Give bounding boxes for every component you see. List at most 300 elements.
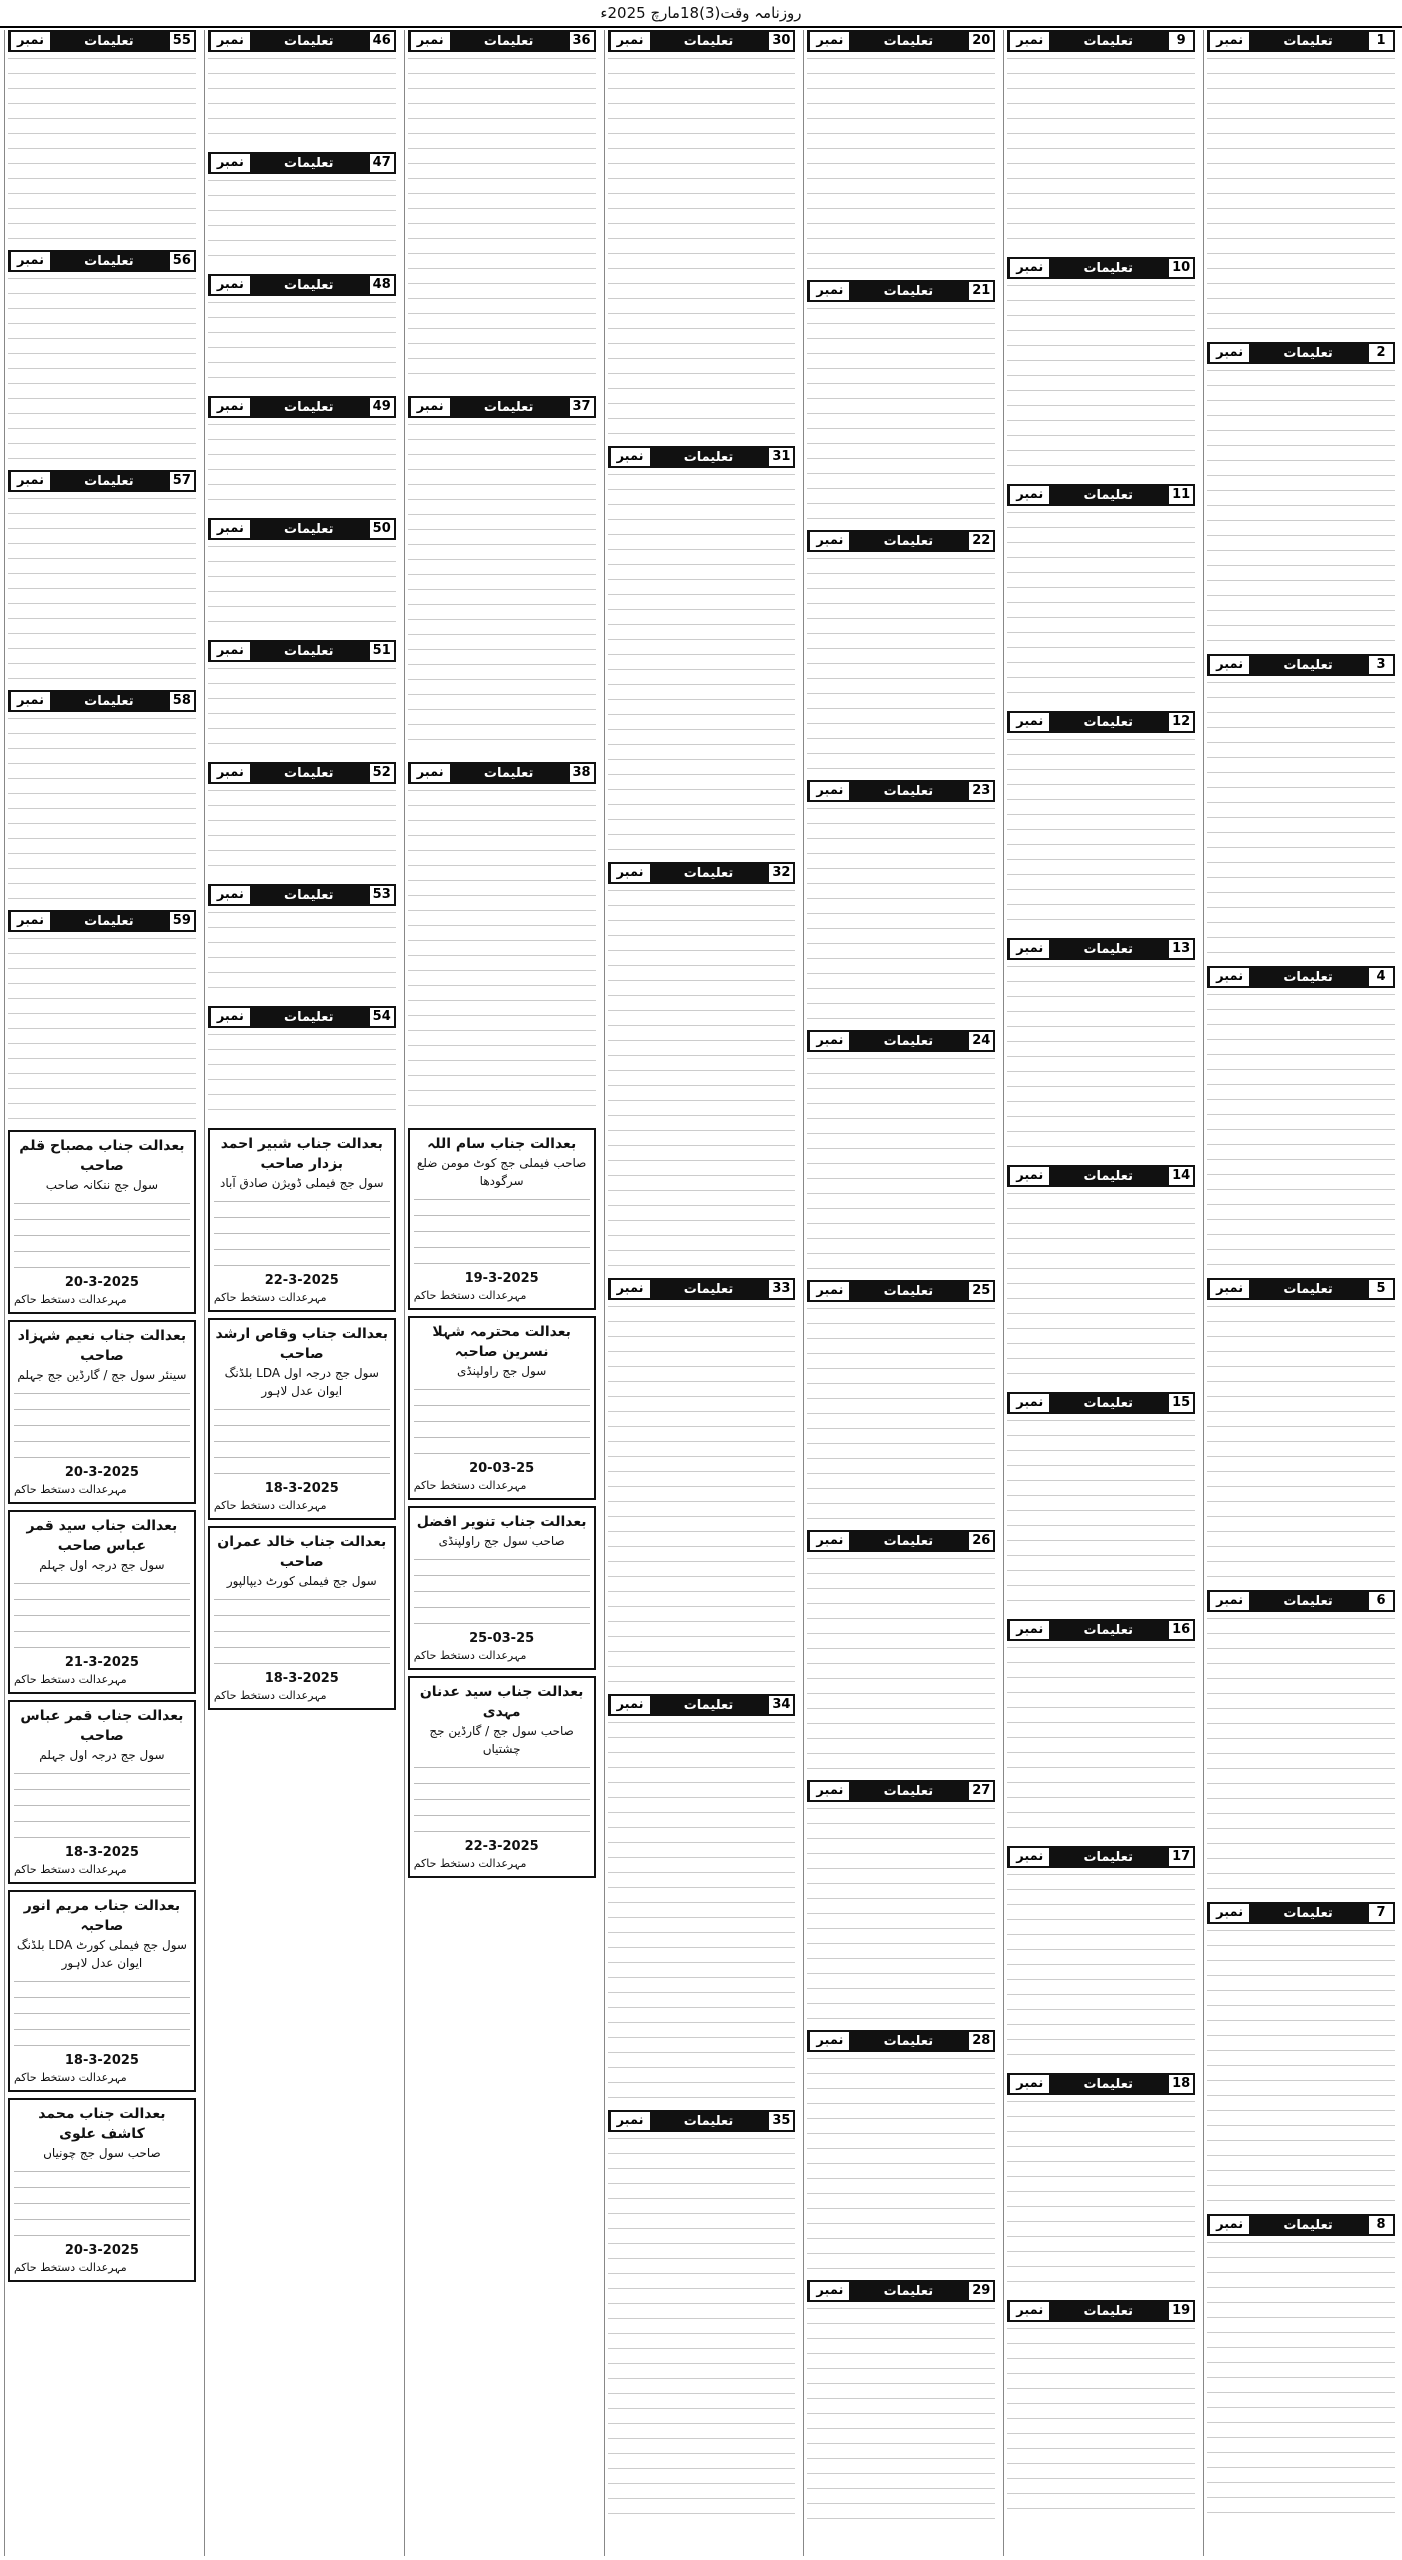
- classified-item: [1207, 1590, 1395, 1894]
- classified-item: [208, 762, 396, 876]
- item-word: نمبر: [211, 154, 250, 172]
- item-body: [807, 1552, 995, 1772]
- item-number: 22: [967, 530, 995, 552]
- item-label: تعلیمات: [1283, 1593, 1333, 1609]
- item-label: تعلیمات: [1083, 941, 1133, 957]
- column: [204, 30, 399, 2556]
- item-label: تعلیمات: [683, 1281, 734, 1297]
- item-label: تعلیمات: [1283, 657, 1333, 673]
- item-header: [807, 2280, 995, 2302]
- notice-signature: مہرعدالت دستخط حاکم: [13, 2071, 127, 2084]
- item-label: تعلیمات: [883, 33, 934, 49]
- court-notice: [8, 1130, 196, 1314]
- item-body: [8, 52, 196, 242]
- court-notice: [208, 1318, 396, 1520]
- item-word: نمبر: [1210, 1904, 1249, 1922]
- item-number: 47: [368, 152, 396, 174]
- item-body: [408, 784, 596, 1120]
- item-number: 14: [1167, 1165, 1195, 1187]
- classified-item: [1207, 1278, 1395, 1582]
- item-word: نمبر: [1010, 32, 1049, 50]
- item-body: [208, 662, 396, 754]
- item-number: 10: [1167, 257, 1195, 279]
- item-number: 29: [967, 2280, 995, 2302]
- item-header: [408, 396, 596, 418]
- item-word: نمبر: [211, 764, 250, 782]
- item-label: تعلیمات: [1083, 1622, 1133, 1638]
- item-body: [208, 1028, 396, 1120]
- item-header: [208, 30, 396, 52]
- item-number: 13: [1167, 938, 1195, 960]
- classified-item: [208, 152, 396, 266]
- item-word: نمبر: [810, 1032, 849, 1050]
- item-header: [208, 884, 396, 906]
- classified-item: [608, 1694, 796, 2102]
- item-word: نمبر: [11, 692, 50, 710]
- item-number: 6: [1367, 1590, 1395, 1612]
- classified-item: [807, 2280, 995, 2522]
- court-notice: [8, 1510, 196, 1694]
- item-word: نمبر: [1210, 656, 1249, 674]
- item-number: 5: [1367, 1278, 1395, 1300]
- classified-item: [807, 1280, 995, 1522]
- column: [4, 30, 199, 2556]
- column: [1003, 30, 1198, 2556]
- item-word: نمبر: [810, 1782, 849, 1800]
- item-word: نمبر: [1010, 713, 1049, 731]
- notice-title: بعدالت محترمہ شہلا نسرین صاحبہ: [432, 1324, 571, 1360]
- item-number: 57: [168, 470, 196, 492]
- item-word: نمبر: [1010, 2075, 1049, 2093]
- column: [803, 30, 998, 2556]
- item-label: تعلیمات: [1083, 487, 1133, 503]
- item-number: 26: [967, 1530, 995, 1552]
- item-body: [208, 296, 396, 388]
- classified-item: [208, 640, 396, 754]
- court-notice: [408, 1316, 596, 1500]
- item-word: نمبر: [1010, 1394, 1049, 1412]
- court-notice: [8, 1320, 196, 1504]
- item-body: [1007, 1414, 1195, 1611]
- item-word: نمبر: [211, 886, 250, 904]
- classified-item: [608, 446, 796, 854]
- item-label: تعلیمات: [883, 1283, 934, 1299]
- item-body: [1207, 1300, 1395, 1582]
- item-label: تعلیمات: [284, 399, 334, 415]
- item-header: [1207, 2214, 1395, 2236]
- item-word: نمبر: [411, 764, 450, 782]
- item-body: [1007, 506, 1195, 703]
- classified-item: [1207, 1902, 1395, 2206]
- classified-item: [1207, 2214, 1395, 2518]
- notice-signature: مہرعدالت دستخط حاکم: [213, 1689, 327, 1702]
- notice-signature: مہرعدالت دستخط حاکم: [13, 1483, 127, 1496]
- item-header: [1007, 2300, 1195, 2322]
- notice-text: [14, 2162, 190, 2242]
- item-label: تعلیمات: [1283, 1281, 1333, 1297]
- notice-date: 19-3-2025: [464, 1271, 539, 1286]
- item-label: تعلیمات: [284, 887, 334, 903]
- notice-date: 22-3-2025: [264, 1273, 339, 1288]
- item-label: تعلیمات: [284, 643, 334, 659]
- classified-item: [1007, 2073, 1195, 2292]
- notice-court: سول جج فیملی کورٹ دیپالپور: [226, 1574, 377, 1588]
- classified-item: [1007, 30, 1195, 249]
- notice-signature: مہرعدالت دستخط حاکم: [13, 1673, 127, 1686]
- classified-item: [8, 470, 196, 682]
- notice-court: سول جج فیملی ڈویژن صادق آباد: [219, 1176, 384, 1190]
- notice-date: 18-3-2025: [264, 1481, 339, 1496]
- classified-item: [208, 30, 396, 144]
- item-word: نمبر: [211, 398, 250, 416]
- item-label: تعلیمات: [84, 913, 134, 929]
- notice-text: [214, 1590, 390, 1670]
- classified-item: [608, 1278, 796, 1686]
- classified-item: [8, 910, 196, 1122]
- notice-court: سول جج فیملی کورٹ LDA بلڈنگ ایوان عدل لاہور: [16, 1938, 187, 1970]
- notice-title: بعدالت جناب مریم انور صاحبہ: [23, 1898, 181, 1934]
- item-body: [8, 272, 196, 462]
- notice-date: 18-3-2025: [64, 1845, 139, 1860]
- item-word: نمبر: [810, 782, 849, 800]
- item-number: 49: [368, 396, 396, 418]
- court-notice: [208, 1526, 396, 1710]
- item-word: نمبر: [211, 32, 250, 50]
- item-label: تعلیمات: [883, 2283, 934, 2299]
- classified-item: [8, 250, 196, 462]
- notice-title: بعدالت جناب سید عدنان مہدی: [419, 1684, 584, 1720]
- item-label: تعلیمات: [883, 1533, 934, 1549]
- classified-item: [8, 30, 196, 242]
- item-number: 33: [767, 1278, 795, 1300]
- item-header: [1207, 654, 1395, 676]
- notice-text: [414, 1550, 590, 1630]
- item-header: [208, 1006, 396, 1028]
- item-number: 36: [568, 30, 596, 52]
- notice-title: بعدالت جناب خالد عمران صاحب: [217, 1534, 387, 1570]
- item-header: [807, 1280, 995, 1302]
- item-body: [208, 784, 396, 876]
- item-header: [1007, 1846, 1195, 1868]
- item-number: 28: [967, 2030, 995, 2052]
- notice-date: 20-03-25: [469, 1461, 535, 1476]
- item-body: [1207, 676, 1395, 958]
- item-number: 4: [1367, 966, 1395, 988]
- item-label: تعلیمات: [1083, 33, 1133, 49]
- item-body: [608, 1300, 796, 1686]
- item-header: [1207, 1902, 1395, 1924]
- item-label: تعلیمات: [683, 33, 734, 49]
- item-word: نمبر: [1210, 344, 1249, 362]
- item-header: [1007, 1392, 1195, 1414]
- item-word: نمبر: [1210, 32, 1249, 50]
- notice-text: [14, 1764, 190, 1844]
- item-word: نمبر: [810, 532, 849, 550]
- notice-text: [414, 1190, 590, 1270]
- court-notice: [408, 1676, 596, 1878]
- item-header: [1007, 30, 1195, 52]
- item-number: 3: [1367, 654, 1395, 676]
- item-number: 25: [967, 1280, 995, 1302]
- item-header: [1007, 938, 1195, 960]
- item-number: 48: [368, 274, 396, 296]
- item-number: 16: [1167, 1619, 1195, 1641]
- item-body: [408, 52, 596, 388]
- court-notice: [408, 1506, 596, 1670]
- item-header: [608, 30, 796, 52]
- item-label: تعلیمات: [883, 783, 934, 799]
- item-body: [1007, 2095, 1195, 2292]
- classified-item: [208, 274, 396, 388]
- item-body: [408, 418, 596, 754]
- notice-date: 21-3-2025: [64, 1655, 139, 1670]
- classified-item: [608, 2110, 796, 2518]
- item-label: تعلیمات: [1283, 2217, 1333, 2233]
- notice-date: 25-03-25: [469, 1631, 535, 1646]
- item-label: تعلیمات: [1083, 1395, 1133, 1411]
- item-label: تعلیمات: [1083, 1849, 1133, 1865]
- item-body: [1007, 733, 1195, 930]
- item-label: تعلیمات: [1283, 1905, 1333, 1921]
- item-word: نمبر: [1010, 2302, 1049, 2320]
- item-word: نمبر: [810, 1282, 849, 1300]
- item-word: نمبر: [810, 2032, 849, 2050]
- item-body: [807, 802, 995, 1022]
- notice-signature: مہرعدالت دستخط حاکم: [13, 1293, 127, 1306]
- notice-title: بعدالت جناب وقاص ارشد صاحب: [215, 1326, 389, 1362]
- item-label: تعلیمات: [1083, 1168, 1133, 1184]
- item-word: نمبر: [211, 1008, 250, 1026]
- item-body: [1207, 1612, 1395, 1894]
- item-body: [608, 2132, 796, 2518]
- item-number: 8: [1367, 2214, 1395, 2236]
- item-word: نمبر: [1210, 2216, 1249, 2234]
- item-body: [807, 552, 995, 772]
- notice-text: [14, 1194, 190, 1274]
- item-label: تعلیمات: [683, 449, 734, 465]
- item-number: 37: [568, 396, 596, 418]
- classified-item: [807, 280, 995, 522]
- item-word: نمبر: [211, 520, 250, 538]
- notice-title: بعدالت جناب شبیر احمد بزدار صاحب: [220, 1136, 383, 1172]
- item-body: [208, 906, 396, 998]
- item-word: نمبر: [611, 1280, 650, 1298]
- notice-court: صاحب فیملی جج کوٹ مومن ضلع سرگودھا: [416, 1156, 587, 1188]
- item-label: تعلیمات: [1083, 2303, 1133, 2319]
- notice-court: سول جج راولپنڈی: [456, 1364, 547, 1378]
- notice-court: سینئر سول جج / گارڈین جج جہلم: [17, 1368, 187, 1382]
- court-notice: [408, 1128, 596, 1310]
- item-header: [1207, 30, 1395, 52]
- notice-signature: مہرعدالت دستخط حاکم: [213, 1291, 327, 1304]
- item-header: [408, 30, 596, 52]
- item-word: نمبر: [1010, 1848, 1049, 1866]
- classified-item: [8, 690, 196, 902]
- item-number: 24: [967, 1030, 995, 1052]
- item-header: [1207, 966, 1395, 988]
- item-body: [8, 712, 196, 902]
- item-word: نمبر: [1010, 1167, 1049, 1185]
- item-body: [208, 418, 396, 510]
- notice-signature: مہرعدالت دستخط حاکم: [413, 1649, 527, 1662]
- notice-date: 18-3-2025: [264, 1671, 339, 1686]
- item-header: [208, 640, 396, 662]
- item-word: نمبر: [411, 32, 450, 50]
- item-body: [1207, 364, 1395, 646]
- notice-title: بعدالت جناب تنویر افضل: [416, 1514, 587, 1530]
- item-number: 53: [368, 884, 396, 906]
- notice-court: صاحب سول جج / گارڈین جج چشتیاں: [429, 1724, 574, 1756]
- item-label: تعلیمات: [1283, 33, 1333, 49]
- notice-title: بعدالت جناب سام اللہ: [427, 1136, 577, 1152]
- item-label: تعلیمات: [1083, 2076, 1133, 2092]
- item-label: تعلیمات: [883, 1033, 934, 1049]
- columns: [4, 30, 1398, 2556]
- item-header: [608, 862, 796, 884]
- item-label: تعلیمات: [1283, 969, 1333, 985]
- item-word: نمبر: [11, 472, 50, 490]
- classified-item: [1007, 1846, 1195, 2065]
- item-header: [1207, 1590, 1395, 1612]
- item-number: 21: [967, 280, 995, 302]
- item-header: [8, 250, 196, 272]
- classified-item: [1207, 654, 1395, 958]
- court-notice: [8, 2098, 196, 2282]
- item-label: تعلیمات: [1083, 714, 1133, 730]
- item-label: تعلیمات: [84, 473, 134, 489]
- column: [1203, 30, 1398, 2556]
- item-word: نمبر: [810, 1532, 849, 1550]
- item-number: 54: [368, 1006, 396, 1028]
- notice-text: [14, 1972, 190, 2052]
- item-header: [807, 1530, 995, 1552]
- item-header: [807, 1030, 995, 1052]
- notice-court: صاحب سول جج راولپنڈی: [438, 1534, 565, 1548]
- notice-court: صاحب سول جج چونیاں: [43, 2146, 161, 2160]
- item-header: [208, 274, 396, 296]
- classified-item: [1207, 342, 1395, 646]
- item-body: [807, 52, 995, 272]
- item-header: [208, 152, 396, 174]
- item-word: نمبر: [411, 398, 450, 416]
- item-number: 58: [168, 690, 196, 712]
- item-label: تعلیمات: [483, 765, 534, 781]
- item-label: تعلیمات: [883, 2033, 934, 2049]
- classified-item: [807, 1030, 995, 1272]
- classified-item: [608, 30, 796, 438]
- item-label: تعلیمات: [883, 283, 934, 299]
- item-word: نمبر: [810, 2282, 849, 2300]
- item-number: 52: [368, 762, 396, 784]
- classified-item: [608, 862, 796, 1270]
- item-header: [608, 2110, 796, 2132]
- notice-date: 22-3-2025: [464, 1839, 539, 1854]
- item-word: نمبر: [611, 864, 650, 882]
- classified-item: [408, 762, 596, 1120]
- item-number: 50: [368, 518, 396, 540]
- classified-item: [408, 396, 596, 754]
- item-number: 34: [767, 1694, 795, 1716]
- item-body: [807, 302, 995, 522]
- item-body: [1207, 1924, 1395, 2206]
- column: [604, 30, 799, 2556]
- notice-signature: مہرعدالت دستخط حاکم: [413, 1857, 527, 1870]
- notice-signature: مہرعدالت دستخط حاکم: [413, 1289, 527, 1302]
- item-number: 35: [767, 2110, 795, 2132]
- notice-court: سول جج درجہ اول جہلم: [39, 1748, 165, 1762]
- item-label: تعلیمات: [84, 253, 134, 269]
- item-number: 31: [767, 446, 795, 468]
- classified-item: [1007, 938, 1195, 1157]
- classified-item: [208, 518, 396, 632]
- classified-item: [807, 30, 995, 272]
- item-number: 18: [1167, 2073, 1195, 2095]
- notice-court: سول جج ننکانہ صاحب: [45, 1178, 159, 1192]
- item-header: [1007, 2073, 1195, 2095]
- item-header: [807, 280, 995, 302]
- item-word: نمبر: [810, 32, 849, 50]
- item-header: [807, 30, 995, 52]
- item-word: نمبر: [611, 448, 650, 466]
- item-word: نمبر: [611, 32, 650, 50]
- item-body: [807, 1052, 995, 1272]
- item-body: [1007, 279, 1195, 476]
- notice-title: بعدالت جناب قمر عباس صاحب: [20, 1708, 184, 1744]
- item-body: [1007, 1187, 1195, 1384]
- item-number: 55: [168, 30, 196, 52]
- notice-signature: مہرعدالت دستخط حاکم: [13, 1863, 127, 1876]
- item-word: نمبر: [11, 252, 50, 270]
- item-number: 15: [1167, 1392, 1195, 1414]
- classified-item: [1207, 966, 1395, 1270]
- item-body: [8, 492, 196, 682]
- notice-title: بعدالت جناب محمد کاشف علوی: [38, 2106, 166, 2142]
- classified-item: [208, 396, 396, 510]
- notice-text: [214, 1400, 390, 1480]
- item-body: [1207, 2236, 1395, 2518]
- item-word: نمبر: [1010, 259, 1049, 277]
- item-label: تعلیمات: [284, 765, 334, 781]
- classified-item: [1207, 30, 1395, 334]
- item-label: تعلیمات: [284, 521, 334, 537]
- classified-item: [1007, 711, 1195, 930]
- notice-date: 20-3-2025: [64, 1275, 139, 1290]
- item-word: نمبر: [810, 282, 849, 300]
- classified-item: [807, 2030, 995, 2272]
- item-body: [608, 1716, 796, 2102]
- notice-title: بعدالت جناب سید قمر عباس صاحب: [26, 1518, 178, 1554]
- item-number: 38: [568, 762, 596, 784]
- court-notice: [8, 1890, 196, 2092]
- notice-court: سول جج درجہ اول LDA بلڈنگ ایوان عدل لاہور: [224, 1366, 379, 1398]
- column: [404, 30, 599, 2556]
- item-label: تعلیمات: [883, 533, 934, 549]
- item-header: [8, 910, 196, 932]
- item-body: [608, 884, 796, 1270]
- notice-date: 18-3-2025: [64, 2053, 139, 2068]
- item-header: [8, 470, 196, 492]
- item-body: [1007, 2322, 1195, 2519]
- notice-title: بعدالت جناب مصباح قلم صاحب: [19, 1138, 185, 1174]
- item-label: تعلیمات: [683, 1697, 734, 1713]
- item-number: 17: [1167, 1846, 1195, 1868]
- item-word: نمبر: [11, 32, 50, 50]
- item-label: تعلیمات: [683, 2113, 734, 2129]
- item-word: نمبر: [611, 1696, 650, 1714]
- item-body: [1007, 960, 1195, 1157]
- item-label: تعلیمات: [284, 155, 334, 171]
- item-word: نمبر: [1210, 1280, 1249, 1298]
